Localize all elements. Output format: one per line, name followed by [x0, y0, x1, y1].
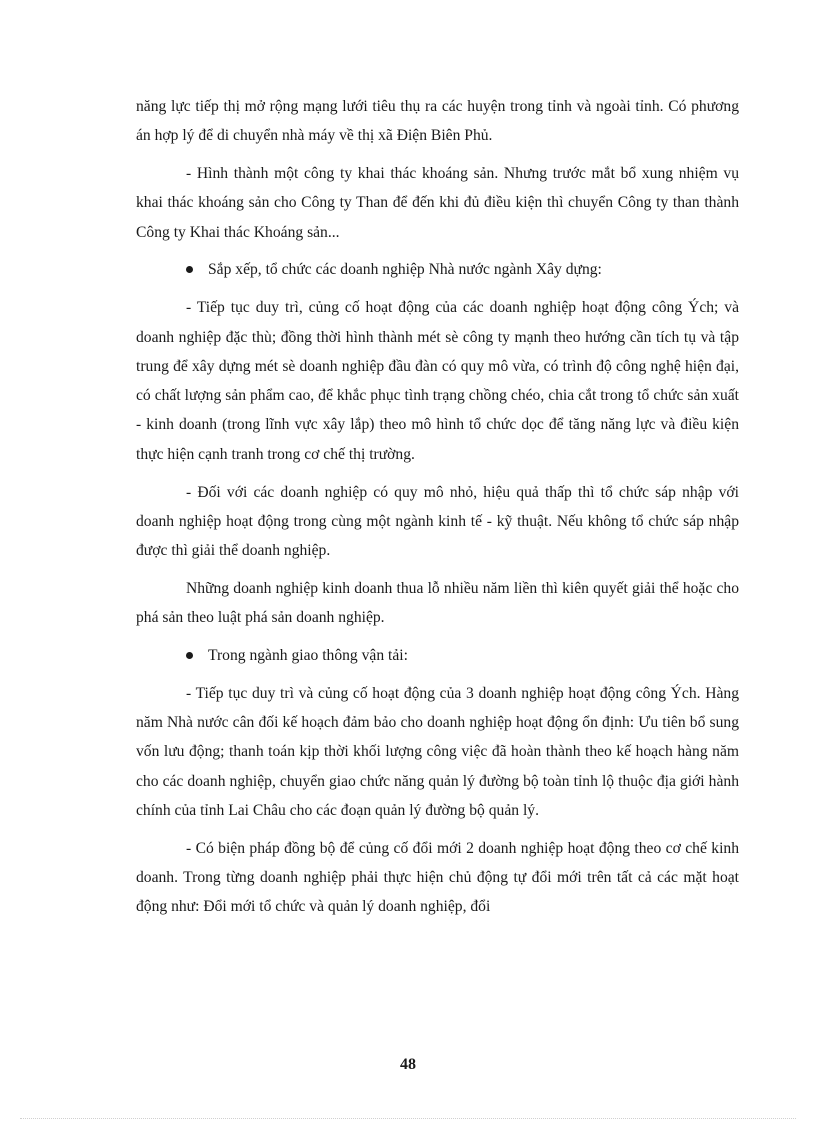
body-text — [136, 92, 739, 930]
bullet-dot-icon — [186, 652, 193, 659]
bullet-construction-heading — [136, 255, 739, 284]
paragraph-continuation: năng lực tiếp thị mở rộng mạng lưới tiêu thụ ra các huyện trong tỉnh và ngoài tỉnh. Có phương án hợp lý để di chuyển nhà máy về thị xã Điện Biên Phủ. — [136, 98, 739, 145]
bullet-text: Trong ngành giao thông vận tải: — [208, 647, 408, 665]
paragraph-transport-maintain: - Tiếp tục duy trì và củng cố hoạt động của 3 doanh nghiệp hoạt động công Ých. Hàng năm Nhà nước cân đối kế hoạch đảm bảo cho doanh nghiệp hoạt động ổn định: Ưu tiên bổ sung vốn lưu động; thanh toán kịp thời khối lượng công việc đã hoàn thành theo kế hoạch hàng năm cho các doanh nghiệp, chuyển giao chức năng quản lý đường bộ toàn tỉnh lộ thuộc địa giới hành chính của tỉnh Lai Châu cho các đoạn quản lý đường bộ quản lý. — [136, 684, 739, 820]
paragraph-transport-reform: - Có biện pháp đồng bộ để củng cố đổi mới 2 doanh nghiệp hoạt động theo cơ chế kinh doanh. Trong từng doanh nghiệp phải thực hiện chủ động tự đổi mới trên tất cả các mặt hoạt động như: Đổi mới tổ chức và quản lý doanh nghiệp, đổi — [136, 839, 739, 916]
bullet-transport-heading — [136, 641, 739, 670]
page-number: 48 — [400, 1056, 416, 1073]
bullet-dot-icon — [186, 266, 193, 273]
paragraph-loss-making: Những doanh nghiệp kinh doanh thua lỗ nhiều năm liền thì kiên quyết giải thể hoặc cho phá sản theo luật phá sản doanh nghiệp. — [136, 579, 739, 627]
paragraph-mining-company: - Hình thành một công ty khai thác khoáng sản. Nhưng trước mắt bổ xung nhiệm vụ khai thác khoáng sản cho Công ty Than để đến khi đủ điều kiện thì chuyển Công ty than thành Công ty Khai thác Khoáng sản... — [136, 165, 739, 241]
bullet-text: Sắp xếp, tổ chức các doanh nghiệp Nhà nước ngành Xây dựng: — [208, 261, 602, 279]
page-bottom-divider — [20, 1118, 796, 1119]
paragraph-construction-maintain: - Tiếp tục duy trì, củng cố hoạt động của các doanh nghiệp hoạt động công Ých; và doanh nghiệp đặc thù; đồng thời hình thành mét sè công ty mạnh theo hướng cần tích tụ và tập trung để xây dựng mét sè doanh nghiệp đầu đàn có quy mô vừa, có trình độ công nghệ hiện đại, có chất lượng sản phẩm cao, để khắc phục tình trạng chồng chéo, chia cắt trong tổ chức sản xuất - kinh doanh (trong lĩnh vực xây lắp) theo mô hình tổ chức dọc để tăng năng lực và điều kiện thực hiện cạnh tranh trong cơ chế thị trường. — [136, 299, 739, 463]
paragraph-small-enterprises: - Đối với các doanh nghiệp có quy mô nhỏ, hiệu quả thấp thì tổ chức sáp nhập với doanh nghiệp hoạt động trong cùng một ngành kinh tế - kỹ thuật. Nếu không tổ chức sáp nhập được thì giải thể doanh nghiệp. — [136, 483, 739, 560]
